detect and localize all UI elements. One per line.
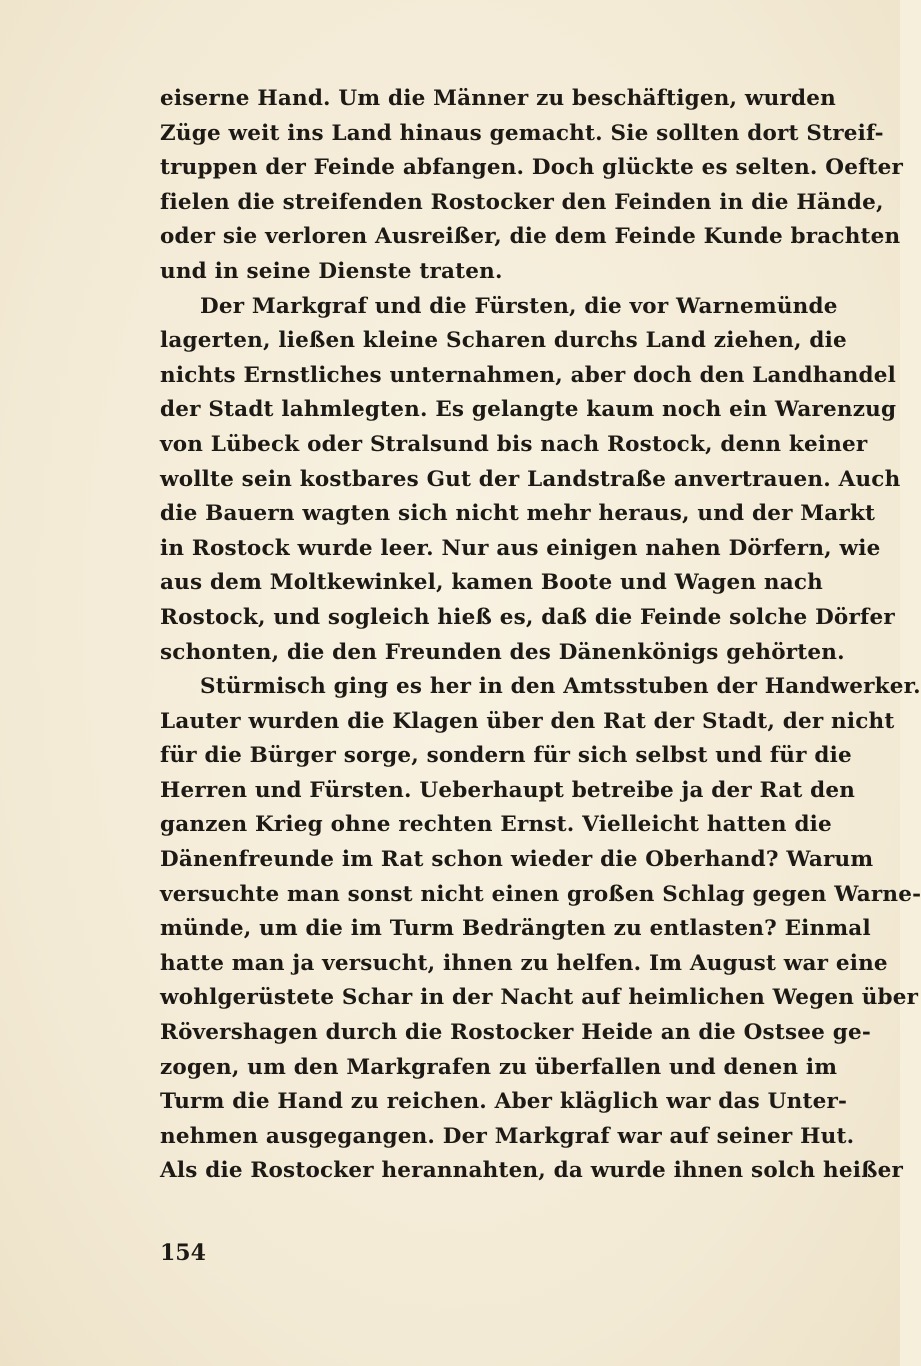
text-line: wollte sein kostbares Gut der Landstraße anvertrauen. Auch	[160, 466, 901, 492]
text-line: nichts Ernstliches unternahmen, aber doch den Landhandel	[160, 362, 897, 388]
page-number: 154	[160, 1240, 206, 1266]
text-line: aus dem Moltkewinkel, kamen Boote und Wagen nach	[160, 570, 823, 596]
text-line: der Stadt lahmlegten. Es gelangte kaum noch ein Warenzug	[160, 397, 897, 423]
text-line: Herren und Fürsten. Ueberhaupt betreibe ja der Rat den	[160, 777, 856, 803]
text-line: ganzen Krieg ohne rechten Ernst. Vielleicht hatten die	[160, 812, 832, 838]
text-line: Dänenfreunde im Rat schon wieder die Oberhand? Warum	[160, 847, 874, 873]
text-line: Turm die Hand zu reichen. Aber kläglich war das Unter-	[160, 1089, 848, 1115]
text-line: schonten, die den Freunden des Dänenkönigs gehörten.	[160, 639, 845, 665]
text-line: Rövershagen durch die Rostocker Heide an die Ostsee ge-	[160, 1020, 871, 1046]
text-line: Lauter wurden die Klagen über den Rat der Stadt, der nicht	[160, 708, 895, 734]
text-line: fielen die streifenden Rostocker den Feinden in die Hände,	[160, 189, 884, 215]
text-line: münde, um die im Turm Bedrängten zu entlasten? Einmal	[160, 916, 871, 942]
text-line: lagerten, ließen kleine Scharen durchs Land ziehen, die	[160, 328, 847, 354]
text-line: truppen der Feinde abfangen. Doch glückte es selten. Oefter	[160, 155, 904, 181]
text-line: eiserne Hand. Um die Männer zu beschäftigen, wurden	[160, 86, 836, 111]
text-line: Der Markgraf und die Fürsten, die vor Warnemünde	[200, 293, 838, 319]
text-line: für die Bürger sorge, sondern für sich selbst und für die	[160, 743, 852, 769]
text-line: Rostock, und sogleich hieß es, daß die Feinde solche Dörfer	[160, 604, 895, 630]
text-line: nehmen ausgegangen. Der Markgraf war auf seiner Hut.	[160, 1123, 855, 1149]
body-text	[160, 82, 921, 1189]
text-line: in Rostock wurde leer. Nur aus einigen nahen Dörfern, wie	[160, 535, 881, 561]
text-line: Stürmisch ging es her in den Amtsstuben der Handwerker.	[200, 674, 921, 700]
text-line: versuchte man sonst nicht einen großen Schlag gegen Warne-	[160, 881, 921, 907]
text-line: und in seine Dienste traten.	[160, 258, 503, 284]
text-line: wohlgerüstete Schar in der Nacht auf heimlichen Wegen über	[160, 985, 919, 1011]
text-line: die Bauern wagten sich nicht mehr heraus, und der Markt	[160, 501, 876, 527]
text-line: von Lübeck oder Stralsund bis nach Rostock, denn keiner	[160, 431, 868, 457]
text-line: Als die Rostocker herannahten, da wurde ihnen solch heißer	[160, 1158, 904, 1184]
text-line: hatte man ja versucht, ihnen zu helfen. Im August war eine	[160, 950, 888, 976]
text-line: Züge weit ins Land hinaus gemacht. Sie sollten dort Streif-	[160, 120, 884, 146]
text-line: zogen, um den Markgrafen zu überfallen und denen im	[160, 1054, 838, 1080]
text-line: oder sie verloren Ausreißer, die dem Feinde Kunde brachten	[160, 224, 901, 250]
